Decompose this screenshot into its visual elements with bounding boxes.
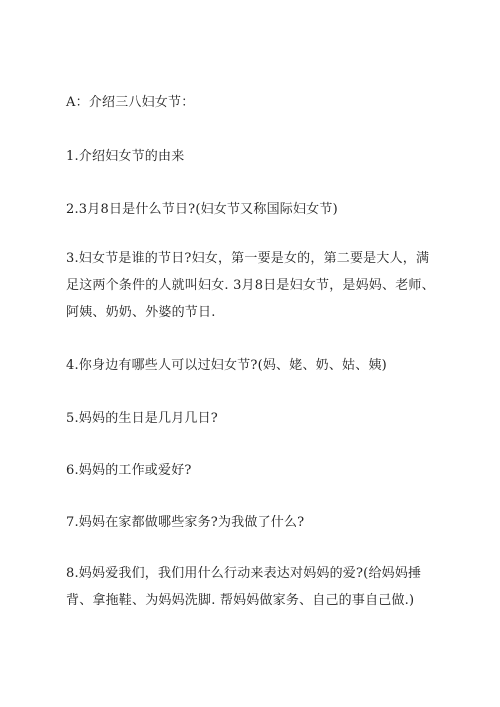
list-item-8: 8.妈妈爱我们，我们用什么行动来表达对妈妈的爱?(给妈妈捶背、拿拖鞋、为妈妈洗脚. 帮妈妈做家务、自己的事自己做.) [66, 566, 422, 608]
list-item-6: 6.妈妈的工作或爱好? [66, 463, 192, 478]
list-item-5: 5.妈妈的生日是几月几日? [66, 411, 218, 426]
list-item-3: 3.妇女节是谁的节日?妇女，第一要是女的，第二要是大人，满足这两个条件的人就叫妇女. 3月8日是妇女节，是妈妈、老师、阿姨、奶奶、外婆的节日. [66, 251, 435, 320]
section-heading: A：介绍三八妇女节： [66, 95, 195, 110]
list-item-1: 1.介绍妇女节的由来 [66, 149, 185, 164]
list-item-4: 4.你身边有哪些人可以过妇女节?(妈、姥、奶、姑、姨) [66, 358, 387, 373]
list-item-7: 7.妈妈在家都做哪些家务?为我做了什么? [66, 515, 305, 530]
list-item-2: 2.3月8日是什么节日?(妇女节又称国际妇女节) [66, 202, 338, 217]
